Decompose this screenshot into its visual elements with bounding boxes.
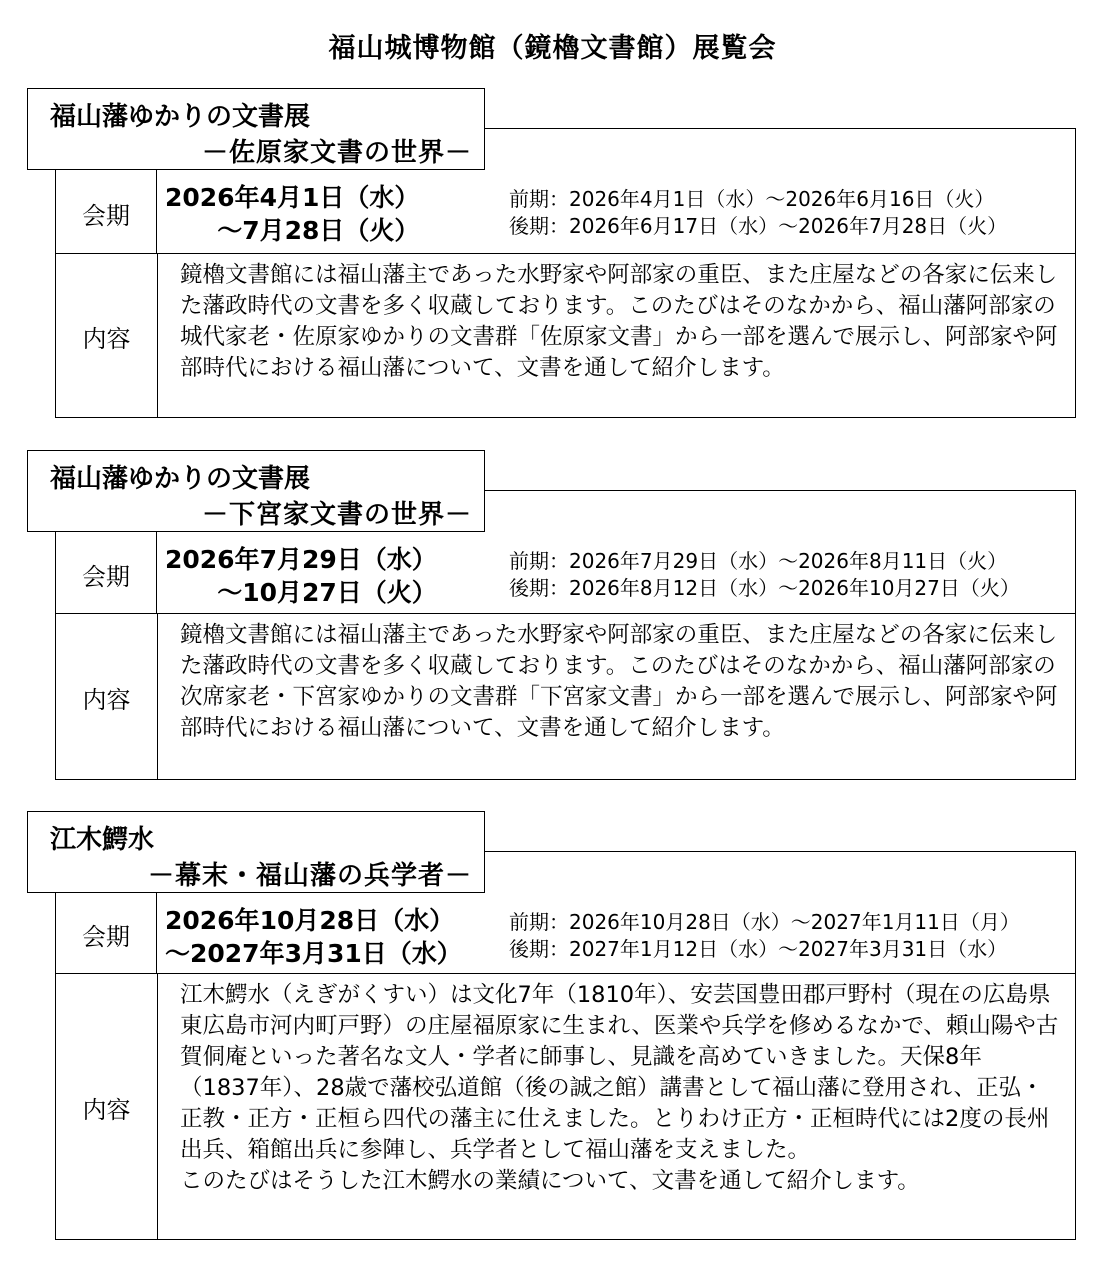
exhibition-table — [55, 128, 1076, 418]
content-row — [56, 613, 1075, 780]
first-half-period: 前期：2026年7月29日（水）～2026年8月11日（火） — [509, 549, 1008, 573]
period-end: ～7月28日（火） — [217, 216, 420, 245]
content-label: 内容 — [56, 254, 158, 418]
exhibition-title: 福山藩ゆかりの文書展 — [50, 102, 311, 132]
content-paragraph: 鏡櫓文書館には福山藩主であった水野家や阿部家の重臣、また庄屋などの各家に伝来した藩政時代の文書を多く収蔵しております。このたびはそのなかから、福山藩阿部家の城代家老・佐原家ゆかりの文書群「佐原家文書」から一部を選んで展示し、阿部家や阿部時代における福山藩について、文書を通して紹介します。 — [180, 262, 1058, 381]
period-sub — [509, 186, 1007, 240]
period-label: 会期 — [56, 491, 157, 613]
content-text — [158, 974, 1075, 1240]
first-half-period: 前期：2026年4月1日（水）～2026年6月16日（火） — [509, 187, 995, 211]
period-end: ～2027年3月31日（水） — [165, 939, 462, 968]
period-main — [165, 543, 437, 609]
exhibition-title: 福山藩ゆかりの文書展 — [50, 464, 311, 494]
exhibition-title-box — [27, 811, 485, 893]
first-half-period: 前期：2026年10月28日（水）～2027年1月11日（月） — [509, 910, 1020, 934]
content-label: 内容 — [56, 614, 158, 780]
exhibition-subtitle: －幕末・福山藩の兵学者－ — [147, 861, 472, 891]
content-paragraph: 江木鰐水（えぎがくすい）は文化7年（1810年）、安芸国豊田郡戸野村（現在の広島県東広島市河内町戸野）の庄屋福原家に生まれ、医業や兵学を修めるなかで、頼山陽や古賀侗庵といった著名な文人・学者に師事し、見識を高めていきました。天保8年（1837年）、28歳で藩校弘道館（後の誠之館）講書として福山藩に登用され、正弘・正教・正方・正桓ら四代の藩主に仕えました。とりわけ正方・正桓時代には2度の長州出兵、箱館出兵に参陣し、兵学者として福山藩を支えました。 — [180, 982, 1059, 1163]
period-start: 2026年4月1日（水） — [165, 183, 420, 212]
period-end: ～10月27日（火） — [217, 578, 437, 607]
second-half-period: 後期：2026年6月17日（水）～2026年7月28日（火） — [509, 214, 1008, 238]
second-half-period: 後期：2026年8月12日（水）～2026年10月27日（火） — [509, 576, 1020, 600]
exhibition-table — [55, 490, 1076, 780]
exhibition-subtitle: －下宮家文書の世界－ — [201, 500, 472, 530]
period-main — [165, 904, 462, 970]
content-label: 内容 — [56, 974, 158, 1240]
second-half-period: 後期：2027年1月12日（水）～2027年3月31日（水） — [509, 937, 1008, 961]
exhibition-title-box — [27, 450, 485, 532]
exhibition-table — [55, 851, 1076, 1240]
period-main — [165, 181, 419, 247]
content-paragraph: 鏡櫓文書館には福山藩主であった水野家や阿部家の重臣、また庄屋などの各家に伝来した藩政時代の文書を多く収蔵しております。このたびはそのなかから、福山藩阿部家の次席家老・下宮家ゆかりの文書群「下宮家文書」から一部を選んで展示し、阿部家や阿部時代における福山藩について、文書を通して紹介します。 — [180, 622, 1058, 741]
content-paragraph: このたびはそうした江木鰐水の業績について、文書を通して紹介します。 — [180, 1168, 920, 1194]
content-text — [158, 614, 1075, 780]
period-sub — [509, 548, 1020, 602]
exhibition-title: 江木鰐水 — [50, 825, 155, 855]
period-start: 2026年10月28日（水） — [165, 906, 455, 935]
content-row — [56, 973, 1075, 1240]
period-label: 会期 — [56, 129, 157, 253]
period-label: 会期 — [56, 852, 157, 973]
content-row — [56, 253, 1075, 418]
page-title: 福山城博物館（鏡櫓文書館）展覧会 — [328, 33, 777, 64]
exhibition-title-box — [27, 88, 485, 170]
content-text — [158, 254, 1075, 418]
period-start: 2026年7月29日（水） — [165, 545, 437, 574]
exhibition-subtitle: －佐原家文書の世界－ — [201, 138, 472, 168]
period-sub — [509, 909, 1020, 963]
